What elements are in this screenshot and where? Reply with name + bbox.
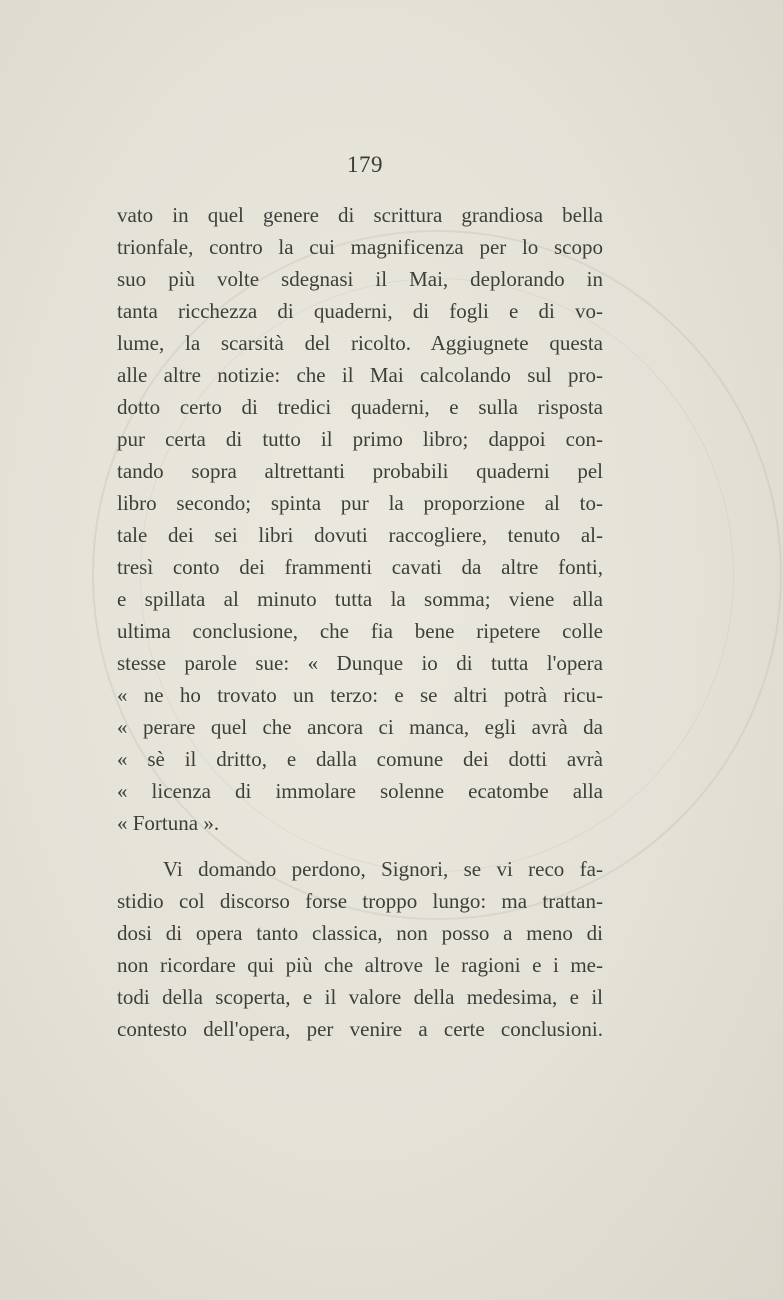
text-line: tando sopra altrettanti probabili quaderni pel (117, 459, 603, 483)
page-number: 179 (347, 152, 383, 177)
paragraph-1 (117, 199, 603, 839)
paragraph-gap (117, 839, 603, 853)
text-line: « Fortuna ». (117, 811, 220, 835)
text-line: contesto dell'opera, per venire a certe conclusioni. (117, 1017, 603, 1041)
text-line: « sè il dritto, e dalla comune dei dotti avrà (117, 747, 603, 771)
text-line: Vi domando perdono, Signori, se vi reco fa- (163, 857, 603, 881)
text-line: suo più volte sdegnasi il Mai, deplorando in (117, 267, 603, 291)
paragraph-2 (117, 853, 603, 1045)
text-line: dosi di opera tanto classica, non posso a meno di (117, 921, 603, 945)
text-line: lume, la scarsità del ricolto. Aggiugnete questa (117, 331, 603, 355)
text-line: tanta ricchezza di quaderni, di fogli e di vo- (117, 299, 603, 323)
text-line: stidio col discorso forse troppo lungo: ma trattan- (117, 889, 603, 913)
text-line: alle altre notizie: che il Mai calcolando sul pro- (117, 363, 603, 387)
text-line: non ricordare qui più che altrove le ragioni e i me- (117, 953, 603, 977)
text-line: « ne ho trovato un terzo: e se altri potrà ricu- (117, 683, 603, 707)
text-line: stesse parole sue: « Dunque io di tutta l'opera (117, 651, 603, 675)
text-line: tale dei sei libri dovuti raccogliere, tenuto al- (117, 523, 603, 547)
text-line: dotto certo di tredici quaderni, e sulla risposta (117, 395, 603, 419)
text-line: tresì conto dei frammenti cavati da altre fonti, (117, 555, 603, 579)
text-line: « licenza di immolare solenne ecatombe alla (117, 779, 603, 803)
text-line: trionfale, contro la cui magnificenza per lo scopo (117, 235, 603, 259)
text-line: pur certa di tutto il primo libro; dappoi con- (117, 427, 603, 451)
text-line: todi della scoperta, e il valore della medesima, e il (117, 985, 603, 1009)
body-text (117, 199, 603, 1045)
text-line: « perare quel che ancora ci manca, egli avrà da (117, 715, 603, 739)
text-line: ultima conclusione, che fia bene ripetere colle (117, 619, 603, 643)
text-line: vato in quel genere di scrittura grandiosa bella (117, 203, 603, 227)
text-line: e spillata al minuto tutta la somma; viene alla (117, 587, 603, 611)
text-line: libro secondo; spinta pur la proporzione al to- (117, 491, 603, 515)
